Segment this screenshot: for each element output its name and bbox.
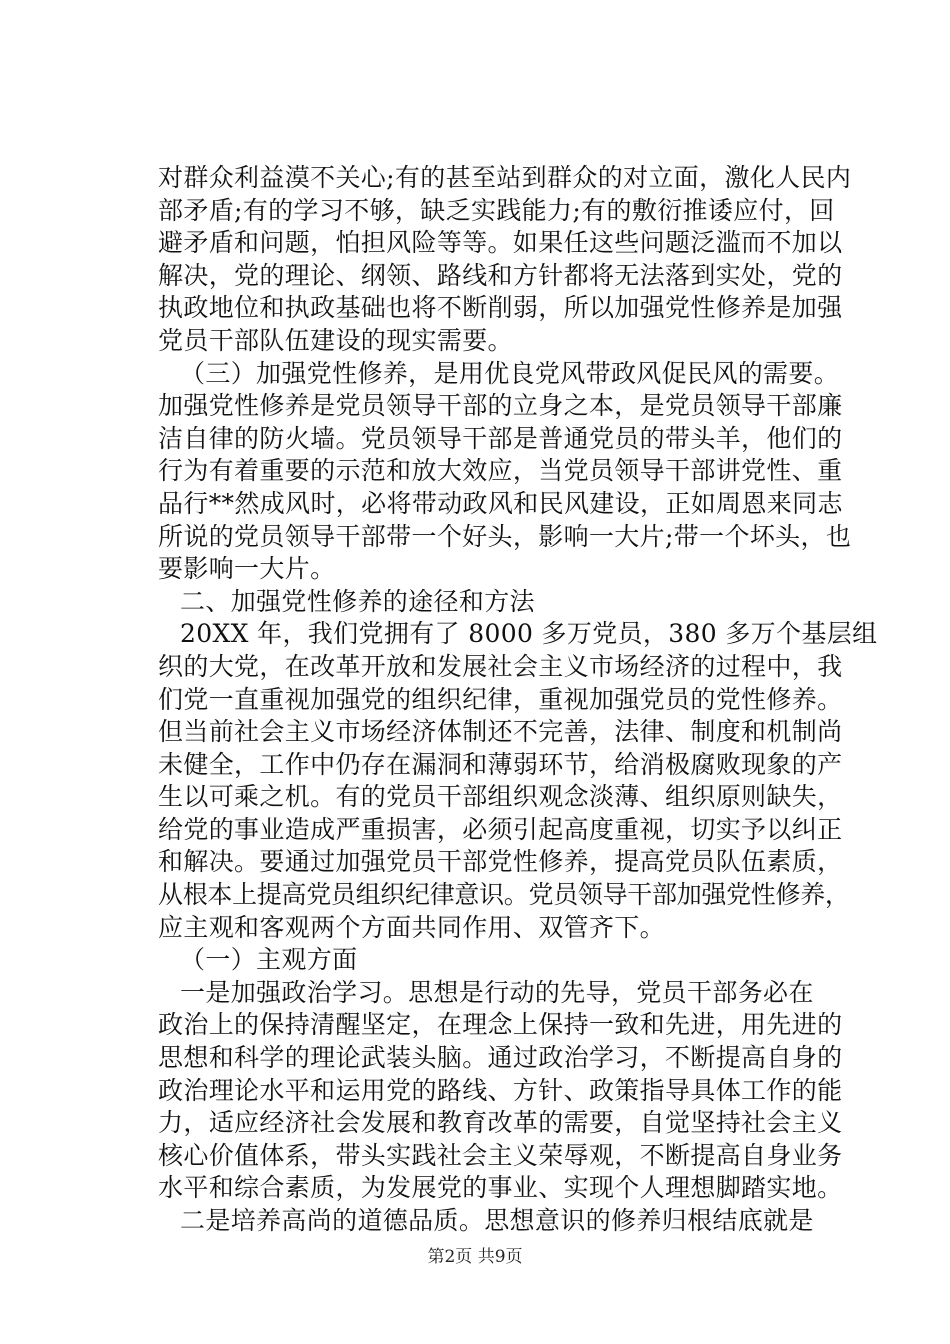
text-line: 水平和综合素质，为发展党的事业、实现个人理想脚踏实地。 — [158, 1173, 843, 1203]
text-line: 部矛盾;有的学习不够，缺乏实践能力;有的敷衍推诿应付，回 — [158, 195, 835, 225]
section-heading: （一）主观方面 — [180, 945, 358, 975]
text-line: 执政地位和执政基础也将不断削弱，所以加强党性修养是加强 — [158, 293, 843, 323]
text-line: 应主观和客观两个方面共同作用、双管齐下。 — [158, 912, 666, 942]
text-line: 核心价值体系，带头实践社会主义荣辱观，不断提高自身业务 — [158, 1140, 843, 1170]
text-line: 加强党性修养是党员领导干部的立身之本，是党员领导干部廉 — [158, 391, 843, 421]
text-line: 党员干部队伍建设的现实需要。 — [158, 325, 513, 355]
text-line: 和解决。要通过加强党员干部党性修养，提高党员队伍素质， — [158, 847, 843, 877]
text-line: 们党一直重视加强党的组织纪律，重视加强党员的党性修养。 — [158, 684, 843, 714]
text-line: 思想和科学的理论武装头脑。通过政治学习，不断提高自身的 — [158, 1043, 843, 1073]
text-line: 20XX 年，我们党拥有了 8000 多万党员，380 多万个基层组 — [180, 619, 878, 649]
text-line: 政治理论水平和运用党的路线、方针、政策指导具体工作的能 — [158, 1075, 843, 1105]
text-line: 所说的党员领导干部带一个好头，影响一大片;带一个坏头，也 — [158, 521, 852, 551]
text-line: 要影响一大片。 — [158, 554, 336, 584]
page-number-footer: 第2页 共9页 — [427, 1247, 523, 1267]
text-line: 生以可乘之机。有的党员干部组织观念淡薄、组织原则缺失， — [158, 782, 843, 812]
text-line: 未健全，工作中仍存在漏洞和薄弱环节，给消极腐败现象的产 — [158, 749, 843, 779]
text-line: 政治上的保持清醒坚定，在理念上保持一致和先进，用先进的 — [158, 1010, 843, 1040]
text-line: 行为有着重要的示范和放大效应，当党员领导干部讲党性、重 — [158, 456, 843, 486]
body-text — [158, 162, 878, 1238]
text-line: 从根本上提高党员组织纪律意识。党员领导干部加强党性修养， — [158, 880, 850, 910]
section-heading: （三）加强党性修养，是用优良党风带政风促民风的需要。 — [180, 358, 840, 388]
text-line: 给党的事业造成严重损害，必须引起高度重视，切实予以纠正 — [158, 814, 843, 844]
text-line: 织的大党，在改革开放和发展社会主义市场经济的过程中，我 — [158, 651, 843, 681]
text-line: 力，适应经济社会发展和教育改革的需要，自觉坚持社会主义 — [158, 1108, 843, 1138]
text-line: 品行**然成风时，必将带动政风和民风建设，正如周恩来同志 — [158, 488, 843, 518]
text-line: 洁自律的防火墙。党员领导干部是普通党员的带头羊，他们的 — [158, 423, 843, 453]
text-line: 解决，党的理论、纲领、路线和方针都将无法落到实处，党的 — [158, 260, 843, 290]
text-line: 避矛盾和问题，怕担风险等等。如果任这些问题泛滥而不加以 — [158, 228, 843, 258]
text-line: 但当前社会主义市场经济体制还不完善，法律、制度和机制尚 — [158, 717, 843, 747]
section-heading: 二、加强党性修养的途径和方法 — [180, 586, 535, 616]
text-line: 二是培养高尚的道德品质。思想意识的修养归根结底就是 — [180, 1206, 814, 1235]
text-line: 对群众利益漠不关心;有的甚至站到群众的对立面，激化人民内 — [158, 163, 852, 192]
text-line: 一是加强政治学习。思想是行动的先导，党员干部务必在 — [180, 977, 814, 1007]
